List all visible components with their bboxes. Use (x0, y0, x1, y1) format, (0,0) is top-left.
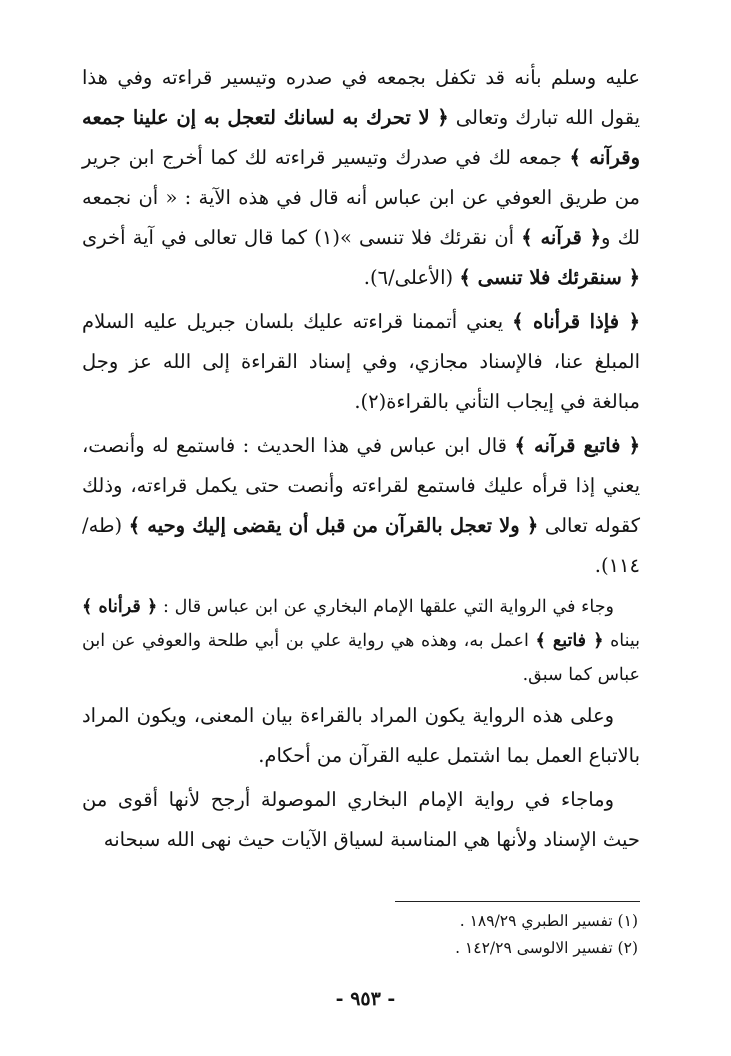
text-run: وجاء في الرواية التي علقها الإمام البخاري عن ابن عباس قال : (157, 597, 614, 617)
text-run: (الأعلى/٦). (363, 266, 460, 289)
text-run: وعلى هذه الرواية يكون المراد بالقراءة بيان المعنى، ويكون المراد بالاتباع العمل بما اشتمل عليه القرآن من أحكام. (82, 704, 640, 767)
paragraph-3 (82, 426, 640, 586)
page-number: - ٩٥٣ - (335, 988, 396, 1010)
text-run: أن نقرئك فلا تنسى »(١) كما قال تعالى في آية أخرى (82, 226, 522, 249)
paragraph-5 (82, 696, 640, 776)
footnote-1: (١) تفسير الطبري ١٨٩/٢٩ . (459, 912, 638, 930)
quran-quote: ﴿ سنقرئك فلا تنسى ﴾ (459, 266, 640, 289)
text-run: يعني أتممنا قراءته عليك بلسان جبريل عليه السلام المبلغ عنا، فالإسناد مجازي، وفي إسناد القراءة إلى الله عز وجل مبالغة في إيجاب التأني بالقراءة(٢). (82, 310, 640, 413)
text-run: قال ابن عباس في هذا الحديث : فاستمع له وأنصت، يعني إذا قرأه عليك فاستمع لقراءته وأنصت حتى يكمل قراءته، وذلك كقوله تعالى (82, 434, 640, 537)
text-run: (طه/١١٤). (82, 514, 640, 577)
quran-quote: ﴿ فإذا قرأناه ﴾ (512, 310, 640, 333)
quran-quote: ﴿ ولا تعجل بالقرآن من قبل أن يقضى إليك وحيه ﴾ (128, 514, 539, 537)
quran-quote: ﴿ لا تحرك به لسانك لتعجل به إن علينا جمعه وقرآنه ﴾ (82, 106, 640, 169)
text-run: جمعه لك في صدرك وتيسير قراءته لك كما أخرج ابن جرير من طريق العوفي عن ابن عباس أنه قال في هذه الآية : « أن نجمعه لك و (82, 146, 640, 249)
text-run: وماجاء في رواية الإمام البخاري الموصولة أرجح لأنها أقوى من حيث الإسناد ولأنها هي المناسبة لسياق الآيات حيث نهى الله سبحانه (82, 788, 640, 851)
footnote-separator (395, 901, 640, 902)
paragraph-4 (82, 590, 640, 692)
footnotes (82, 908, 640, 962)
quran-quote: ﴿ قرآنه ﴾ (521, 226, 602, 249)
body-text (82, 58, 640, 860)
text-run: عليه وسلم بأنه قد تكفل بجمعه في صدره وتيسير قراءته وفي هذا يقول الله تبارك وتعالى (82, 66, 640, 129)
paragraph-6 (82, 780, 640, 860)
text-run: بيناه (603, 631, 641, 651)
footnote-2: (٢) تفسير الالوسى ١٤٢/٢٩ . (455, 939, 638, 957)
quran-quote: ﴿ فاتبع ﴾ (535, 631, 604, 651)
text-run: اعمل به، وهذه هي رواية علي بن أبي طلحة والعوفي عن ابن عباس كما سبق. (82, 631, 640, 685)
quran-quote: ﴿ قرأناه ﴾ (82, 597, 158, 617)
quran-quote: ﴿ فاتبع قرآنه ﴾ (514, 434, 640, 457)
paragraph-1 (82, 58, 640, 298)
paragraph-2 (82, 302, 640, 422)
